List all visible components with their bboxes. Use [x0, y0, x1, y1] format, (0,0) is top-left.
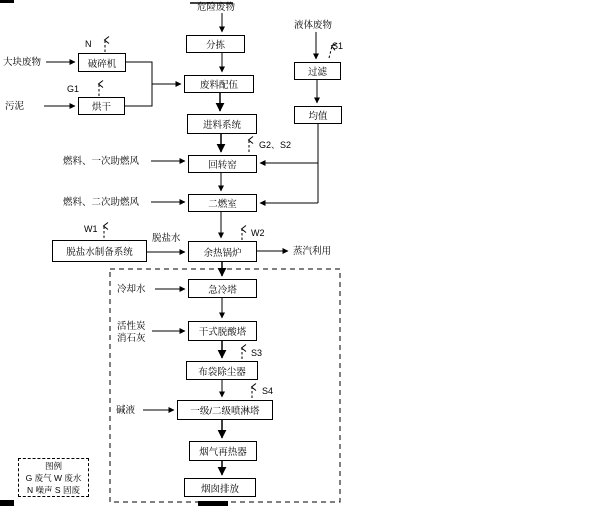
legend-row-gas-water: G 废气 W 废水: [25, 472, 82, 483]
scan-artifact-top-left: [0, 0, 14, 3]
stream-code-n: N: [85, 39, 92, 49]
node-secondary-chamber: 二燃室: [188, 194, 257, 212]
label-slaked-lime: 消石灰: [117, 333, 146, 344]
stream-code-w2: W2: [251, 228, 265, 238]
node-demin-water-system: 脱盐水制备系统: [52, 240, 147, 262]
label-activated-carbon: 活性炭: [117, 321, 146, 332]
label-hazardous-waste: 危险废物: [197, 2, 236, 13]
node-rotary-kiln: 回转窑: [188, 155, 257, 173]
node-flue-gas-reheater: 烟气再热器: [189, 441, 257, 461]
legend-row-noise-solid: N 噪声 S 固废: [27, 484, 80, 495]
label-liquid-waste: 液体废物: [294, 20, 333, 31]
label-alkali: 碱液: [116, 405, 136, 416]
label-sludge: 污泥: [5, 101, 25, 112]
stream-code-s4: S4: [262, 386, 274, 396]
node-crusher: 破碎机: [78, 53, 126, 72]
label-cooling-water: 冷却水: [117, 284, 146, 295]
stream-code-s1: S1: [332, 41, 344, 51]
node-filter: 过滤: [294, 62, 341, 80]
node-dryer: 烘干: [78, 97, 125, 115]
stream-code-g2s2: G2、S2: [259, 140, 292, 150]
label-fuel-secondary-air: 燃料、二次助燃风: [63, 197, 140, 208]
label-steam-use: 蒸汽利用: [293, 246, 332, 257]
label-fuel-primary-air: 燃料、一次助燃风: [63, 156, 140, 167]
node-spray-tower: 一级/二级喷淋塔: [177, 400, 273, 420]
legend-title: 图例: [44, 460, 62, 471]
node-equalization: 均值: [294, 106, 342, 124]
node-feeding-system: 进料系统: [187, 114, 257, 134]
stream-code-g1: G1: [67, 84, 80, 94]
stream-code-s3: S3: [251, 348, 263, 358]
node-quench-tower: 急冷塔: [188, 279, 257, 298]
node-stack-discharge: 烟囱排放: [184, 478, 256, 497]
node-waste-heat-boiler: 余热锅炉: [188, 241, 257, 262]
node-blending: 废料配伍: [184, 75, 254, 93]
node-bag-filter: 布袋除尘器: [186, 361, 258, 380]
scan-artifact-bottom-left: [0, 500, 14, 506]
legend-box: [18, 458, 89, 497]
node-dry-deacid-tower: 干式脱酸塔: [188, 321, 257, 341]
label-bulky-waste: 大块废物: [3, 57, 42, 68]
label-demin-water: 脱盐水: [152, 233, 181, 244]
scan-artifact-bottom-center: [198, 501, 228, 506]
stream-code-w1: W1: [84, 224, 98, 234]
node-sorting: 分拣: [186, 35, 245, 53]
